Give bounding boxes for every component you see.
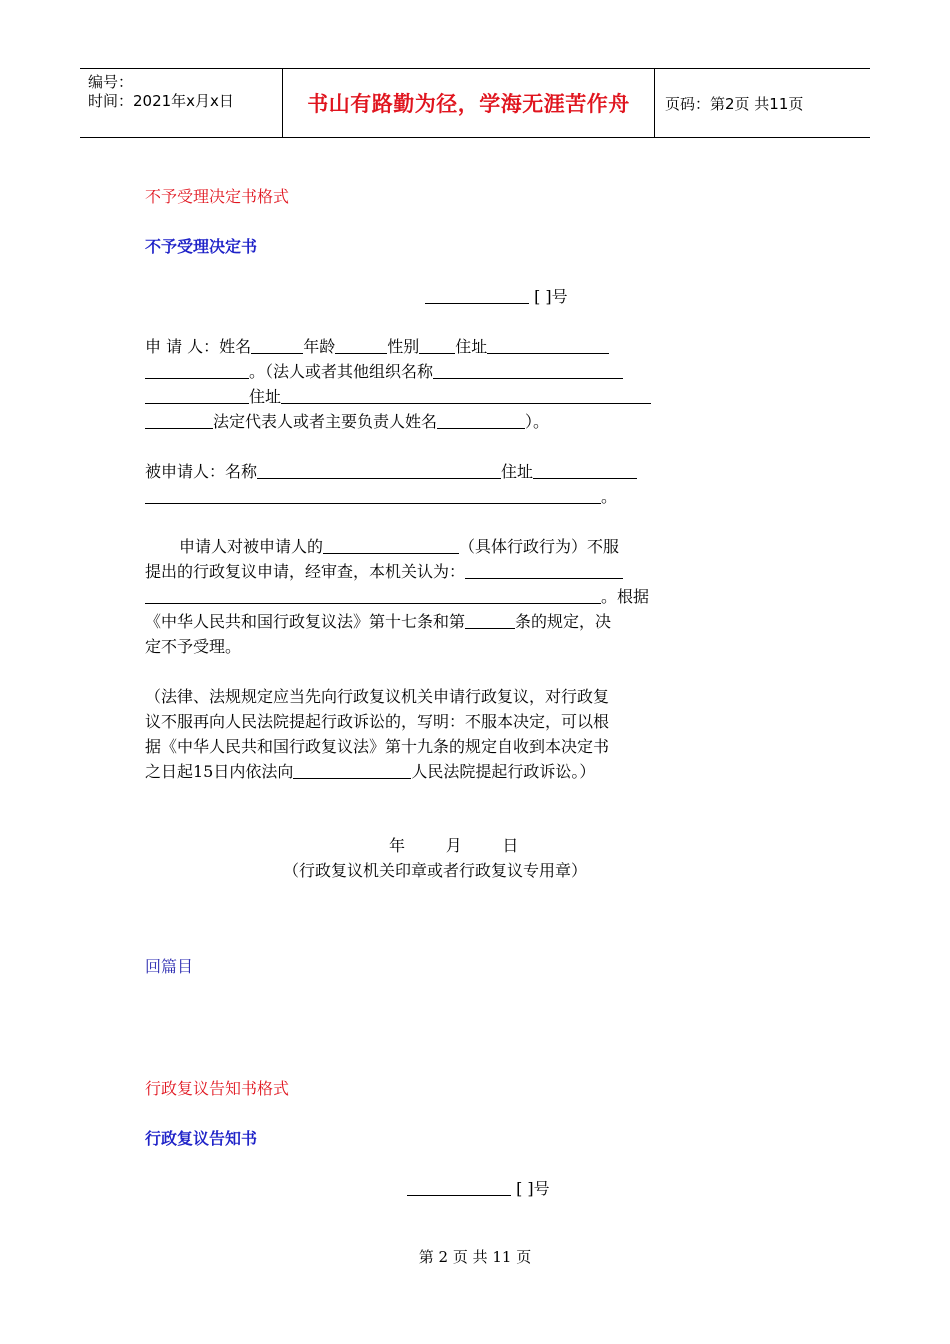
- name-blank: [251, 335, 303, 354]
- respondent-period: 。: [601, 487, 618, 506]
- applicant-line-2: [145, 359, 653, 384]
- address-blank: [487, 335, 609, 354]
- note-4a: 之日起15日内依法向: [145, 762, 294, 781]
- respondent-address-label: 住址: [501, 462, 534, 481]
- body-p1-b: （具体行政行为）不服: [459, 537, 620, 556]
- respondent-line-2: [145, 484, 653, 509]
- address2-label: 住址: [249, 387, 282, 406]
- note-line-3: 据《中华人民共和国行政复议法》第十九条的规定自收到本决定书: [145, 737, 610, 756]
- court-blank: [293, 760, 411, 779]
- header-motto: 书山有路勤为径，学海无涯苦作舟: [282, 69, 655, 137]
- finding-blank: [465, 560, 623, 579]
- note-line-1: （法律、法规规定应当先向行政复议机关申请行政复议，对行政复: [145, 687, 610, 706]
- address2-blank: [281, 385, 651, 404]
- doc-number-line-2: [407, 1176, 657, 1201]
- number-blank: [425, 285, 529, 304]
- note-line-4: [145, 759, 653, 784]
- page-header: [80, 68, 870, 138]
- age-label: 年龄: [303, 337, 336, 356]
- number-label: 编号：: [88, 73, 134, 91]
- note-line-2: 议不服再向人民法院提起行政诉讼的，写明：不服本决定，可以根: [145, 712, 610, 731]
- doc-title-2: 行政复议告知书: [145, 1129, 258, 1148]
- number-suffix: [ ]号: [534, 287, 568, 306]
- body-p1-d: 。根据: [601, 587, 650, 606]
- applicant-line-4: [145, 409, 653, 434]
- doc-title-1: 不予受理决定书: [145, 237, 258, 256]
- number-blank-2: [407, 1177, 511, 1196]
- format-title-2: 行政复议告知书格式: [145, 1079, 290, 1098]
- org-paren: 。（法人或者其他组织名称: [249, 362, 434, 381]
- applicant-line-1: [145, 334, 653, 359]
- age-blank: [335, 335, 387, 354]
- body-p1-c: 提出的行政复议申请，经审查，本机关认为：: [145, 562, 466, 581]
- number-suffix-2: [ ]号: [516, 1179, 550, 1198]
- page-footer: 第 2 页 共 11 页: [418, 1248, 532, 1266]
- legal-rep-label: 法定代表人或者主要负责人姓名: [213, 412, 438, 431]
- close-paren: ）。: [525, 412, 550, 431]
- respondent-label: 被申请人：名称: [145, 462, 258, 481]
- respondent-address-blank-2: [145, 485, 601, 504]
- article-blank: [465, 610, 515, 629]
- body-line-3: [145, 584, 653, 609]
- doc-number-line-1: [425, 284, 675, 309]
- note-4b: 人民法院提起行政诉讼。）: [411, 762, 596, 781]
- address2-blank-2: [145, 410, 213, 429]
- applicant-line-3: [145, 384, 653, 409]
- address-label: 住址: [455, 337, 488, 356]
- body-p1-f: 条的规定，决: [515, 612, 612, 631]
- seal-note: （行政复议机关印章或者行政复议专用章）: [283, 861, 588, 880]
- date-line: 年 月 日: [389, 836, 519, 855]
- address-blank-2: [145, 360, 249, 379]
- respondent-name-blank: [257, 460, 501, 479]
- org-blank-2: [145, 385, 249, 404]
- respondent-line-1: [145, 459, 653, 484]
- header-page-info: 页码：第2页 共11页: [665, 94, 804, 113]
- respondent-address-blank: [533, 460, 637, 479]
- format-title-1: 不予受理决定书格式: [145, 187, 290, 206]
- time-label: 时间：2021年x月x日: [88, 92, 234, 110]
- org-blank: [433, 360, 623, 379]
- finding-blank-2: [145, 585, 601, 604]
- applicant-label: 申 请 人：姓名: [145, 337, 252, 356]
- gender-blank: [419, 335, 455, 354]
- gender-label: 性别: [387, 337, 420, 356]
- legal-rep-blank: [437, 410, 525, 429]
- act-blank: [323, 535, 459, 554]
- body-line-4: [145, 609, 653, 634]
- body-p1-a: 申请人对被申请人的: [179, 537, 324, 556]
- body-line-2: [145, 559, 653, 584]
- body-line-1: [145, 534, 653, 559]
- body-p1-e: 《中华人民共和国行政复议法》第十七条和第: [145, 612, 466, 631]
- body-line-5: 定不予受理。: [145, 637, 242, 656]
- header-meta: [80, 69, 282, 137]
- back-to-index-link[interactable]: 回篇目: [145, 957, 194, 976]
